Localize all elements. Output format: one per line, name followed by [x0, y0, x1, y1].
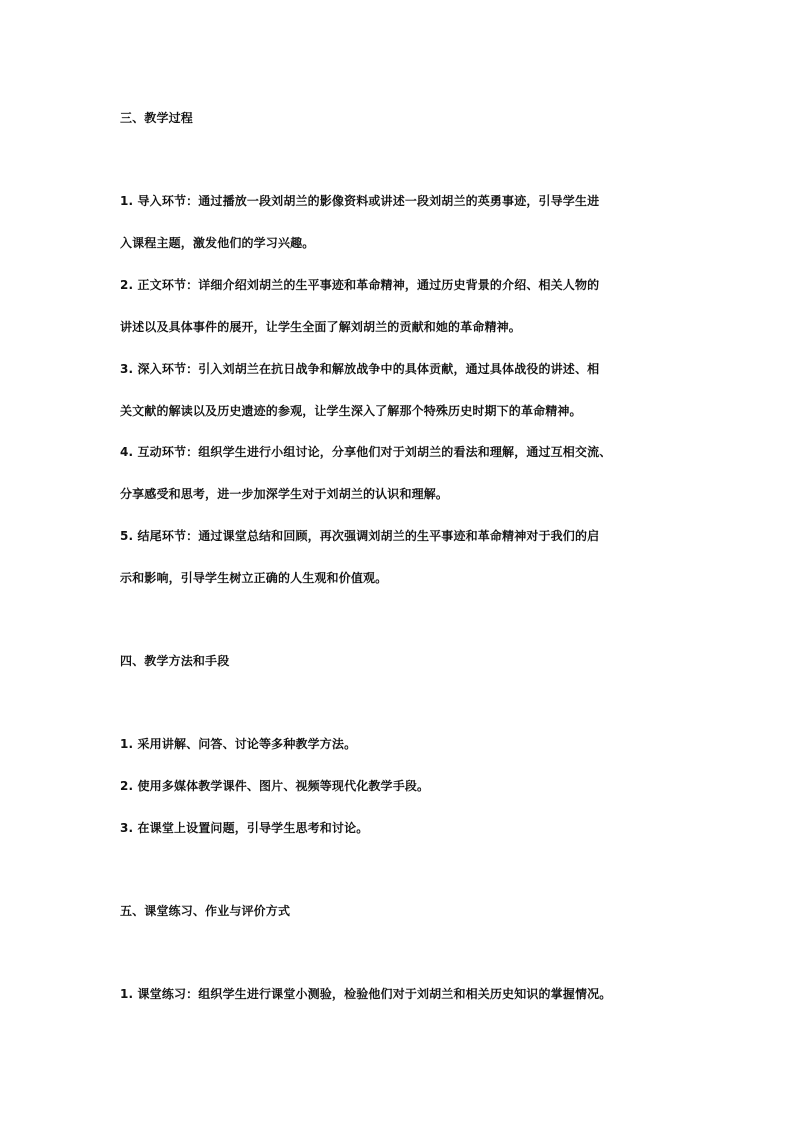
methods-item-2: 2. 使用多媒体教学课件、图片、视频等现代化教学手段。: [120, 779, 430, 793]
process-item-1-line-1: 1. 导入环节：通过播放一段刘胡兰的影像资料或讲述一段刘胡兰的英勇事迹，引导学生进: [120, 194, 600, 208]
process-item-4-line-1: 4. 互动环节：组织学生进行小组讨论，分享他们对于刘胡兰的看法和理解，通过互相交流、: [120, 445, 612, 459]
section-heading-teaching-process: 三、教学过程: [120, 111, 193, 125]
process-item-3-line-1: 3. 深入环节：引入刘胡兰在抗日战争和解放战争中的具体贡献，通过具体战役的讲述、相: [120, 362, 600, 376]
methods-item-3: 3. 在课堂上设置问题，引导学生思考和讨论。: [120, 821, 369, 835]
process-item-4-line-2: 分享感受和思考，进一步加深学生对于刘胡兰的认识和理解。: [120, 487, 449, 501]
practice-item-1: 1. 课堂练习：组织学生进行课堂小测验，检验他们对于刘胡兰和相关历史知识的掌握情况。: [120, 987, 612, 1001]
process-item-1-line-2: 入课程主题，激发他们的学习兴趣。: [120, 236, 315, 250]
process-item-5-line-1: 5. 结尾环节：通过课堂总结和回顾，再次强调刘胡兰的生平事迹和革命精神对于我们的启: [120, 529, 600, 543]
section-heading-practice-assessment: 五、课堂练习、作业与评价方式: [120, 904, 291, 918]
process-item-5-line-2: 示和影响，引导学生树立正确的人生观和价值观。: [120, 571, 388, 585]
process-item-3-line-2: 关文献的解读以及历史遗迹的参观，让学生深入了解那个特殊历史时期下的革命精神。: [120, 404, 582, 418]
section-heading-methods: 四、教学方法和手段: [120, 654, 230, 668]
methods-item-1: 1. 采用讲解、问答、讨论等多种教学方法。: [120, 737, 357, 751]
process-item-2-line-1: 2. 正文环节：详细介绍刘胡兰的生平事迹和革命精神，通过历史背景的介绍、相关人物的: [120, 278, 600, 292]
process-item-2-line-2: 讲述以及具体事件的展开，让学生全面了解刘胡兰的贡献和她的革命精神。: [120, 320, 521, 334]
